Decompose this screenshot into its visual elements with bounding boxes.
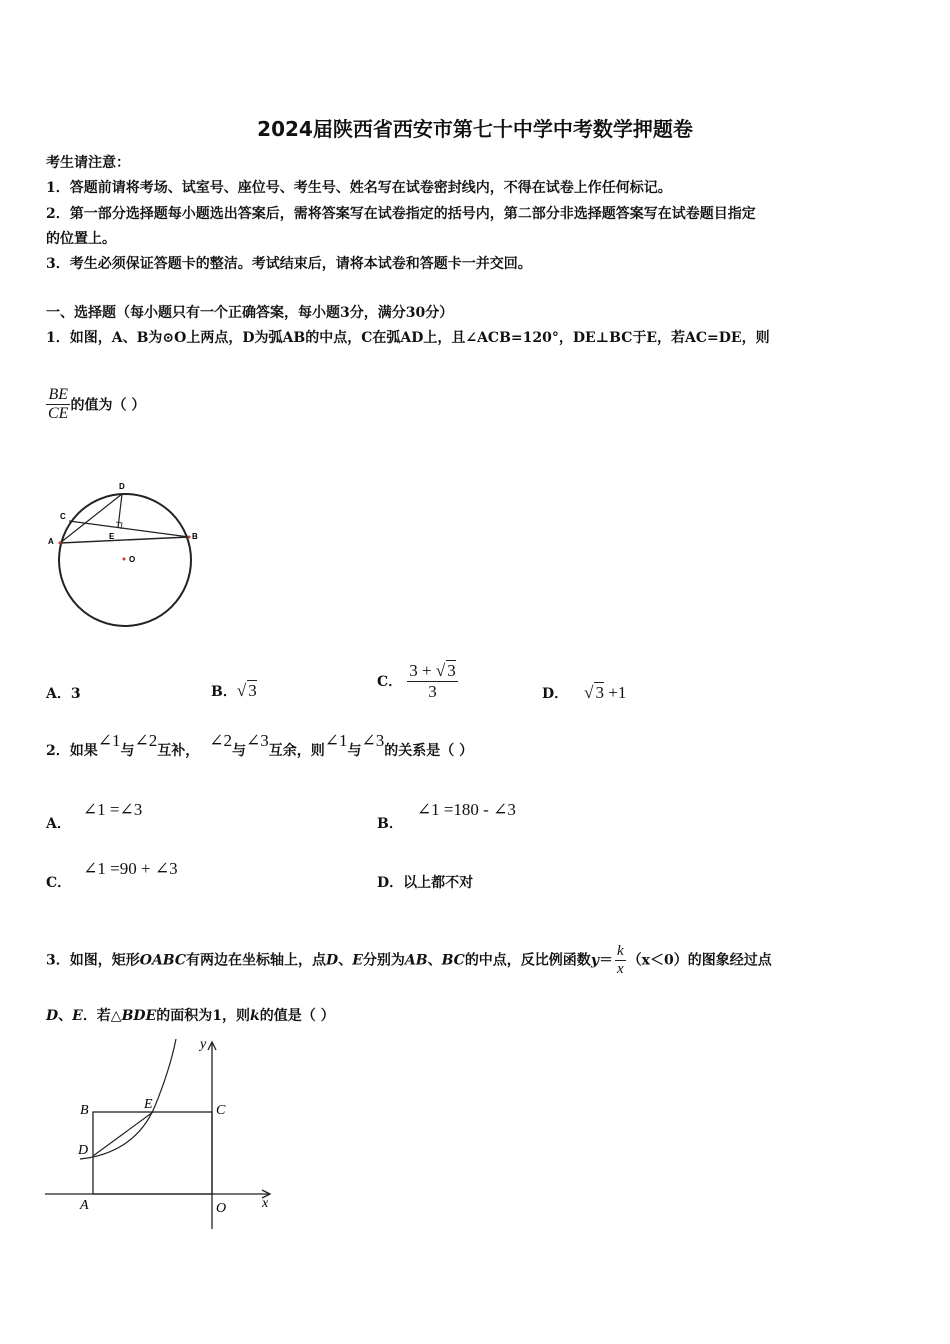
q3-eq: ＝	[598, 952, 613, 969]
q1-fraction-line	[46, 386, 145, 423]
label-d: D	[78, 1143, 89, 1158]
q3-line2-text: ．若△	[82, 1008, 122, 1024]
q3-bde: BDE	[121, 1008, 157, 1024]
q2-option-a-label: A．	[46, 816, 71, 832]
q1-option-c-label: C．	[377, 674, 403, 690]
q2-mid-3: 与	[232, 743, 246, 759]
q3-frac-k: k	[616, 943, 624, 959]
q3-p2: 有两边在坐标轴上，点	[186, 952, 327, 969]
label-e: E	[109, 532, 115, 541]
q3-p1: 3．如图，矩形	[46, 952, 140, 969]
rectangle-oabc	[93, 1112, 212, 1194]
q1-option-d-value: 3	[595, 683, 604, 702]
q1-option-b[interactable]: B．√ 3	[211, 681, 257, 700]
q1-text: 1．如图，A、B为⊙O上两点，D为弧AB的中点，C在弧AD上，且∠ACB=120°，DE⊥BC于E，若AC=DE，则	[46, 330, 770, 346]
label-c: C	[216, 1103, 226, 1118]
q3-oabc: OABC	[139, 952, 187, 969]
q1-option-c-num-b: 3	[447, 661, 456, 680]
q1-circle-figure	[40, 478, 220, 633]
q2-option-d-label: D．	[377, 875, 404, 891]
chord-ab	[60, 537, 189, 543]
q2-text	[46, 731, 474, 760]
q3-line2-k: k	[250, 1008, 260, 1024]
q3-frac-x: x	[616, 961, 624, 977]
q2-option-b-label: B．	[377, 816, 403, 832]
q3-line2-d: D	[46, 1008, 59, 1024]
q1-option-a[interactable]	[46, 683, 81, 703]
q1-option-d-label: D．	[542, 686, 569, 702]
q2-angle-2a: ∠2	[134, 731, 158, 750]
q2-prefix: 2．如果	[46, 743, 98, 759]
q3-text-line2	[46, 1005, 335, 1025]
q2-option-d[interactable]	[377, 872, 473, 892]
q3-p4: 分别为	[362, 952, 405, 969]
notice-item-2: 2．第一部分选择题每小题选出答案后，需将答案写在试卷指定的括号内，第二部分非选择题答案写在试卷题目指定	[46, 206, 756, 222]
q2-option-a[interactable]	[46, 800, 143, 832]
q2-option-b[interactable]	[377, 800, 516, 832]
q3-line2-sep: 、	[58, 1008, 73, 1024]
q1-option-a-label: A．	[46, 686, 71, 702]
q2-angle-3a: ∠3	[246, 731, 269, 750]
q1-option-c-den: 3	[428, 682, 437, 701]
q3-point-e: E	[352, 952, 363, 969]
label-x: x	[262, 1196, 269, 1211]
q2-angle-1b: ∠1	[324, 731, 348, 750]
q3-p5: 、	[427, 952, 442, 969]
q3-point-d: D	[326, 952, 339, 969]
q2-option-d-value: 以上都不对	[403, 875, 474, 891]
notice-item-1: 1．答题前请将考场、试室号、座位号、考生号、姓名写在试卷密封线内，不得在试卷上作任何标记。	[46, 180, 672, 196]
label-a: A	[80, 1198, 89, 1213]
point-b-dot	[188, 536, 191, 539]
q2-option-a-value: ∠1 =∠3	[82, 800, 143, 819]
q1-option-d-suffix: +1	[603, 683, 627, 702]
segment-cb	[69, 521, 189, 537]
q3-coordinate-figure	[40, 1034, 280, 1234]
q1-option-c[interactable]: C． $\frac{3 + √ 3}{3}$	[377, 661, 456, 701]
q1-option-a-value: 3	[70, 686, 81, 702]
label-b: B	[80, 1103, 89, 1118]
page-title: 2024届陕西省西安市第七十中学中考数学押题卷	[257, 117, 693, 141]
notice-item-2-cont: 的位置上。	[46, 231, 116, 247]
q3-p3: 、	[338, 952, 353, 969]
q2-mid-2: 互补，	[157, 743, 200, 759]
q3-bc: BC	[441, 952, 465, 969]
q3-condition: （x＜0）的图象经过点	[627, 952, 772, 969]
q2-angle-3b: ∠3	[361, 731, 385, 750]
q3-text-line1	[46, 943, 772, 978]
q2-option-c-value: ∠1 =90 + ∠3	[83, 859, 178, 878]
center-point	[123, 558, 126, 561]
section-heading: 一、选择题（每小题只有一个正确答案，每小题3分，满分30分）	[46, 305, 454, 321]
label-b: B	[192, 532, 198, 541]
q2-angle-2b: ∠2	[209, 731, 232, 750]
q2-option-b-value: ∠1 =180 - ∠3	[416, 800, 516, 819]
label-e: E	[144, 1097, 153, 1112]
hyperbola-curve	[80, 1039, 176, 1159]
q3-p6: 的中点，反比例函数	[464, 952, 591, 969]
q2-suffix: 的关系是（ ）	[384, 743, 474, 759]
q1-option-d[interactable]: D． √ 3 +1	[542, 683, 627, 702]
point-a-dot	[59, 542, 62, 545]
q2-mid-5: 与	[347, 743, 362, 759]
q3-y: y	[590, 952, 599, 969]
q1-option-b-value: 3	[248, 681, 257, 700]
q2-angle-1a: ∠1	[97, 731, 121, 750]
q3-ab: AB	[404, 952, 428, 969]
segment-de	[93, 1112, 153, 1156]
label-d: D	[119, 482, 125, 491]
label-o: O	[216, 1201, 227, 1216]
q1-option-c-num-a: 3 +	[409, 661, 432, 680]
q2-option-c-label: C．	[46, 875, 72, 891]
q3-line2-text3: 的值是（ ）	[259, 1008, 335, 1024]
notice-heading: 考生请注意：	[46, 155, 130, 171]
notice-item-3: 3．考生必须保证答题卡的整洁。考试结束后，请将本试卷和答题卡一并交回。	[46, 256, 532, 272]
q2-mid-1: 与	[120, 743, 135, 759]
label-c: C	[60, 512, 66, 521]
label-a: A	[48, 537, 54, 546]
q1-frac-den: CE	[48, 405, 69, 422]
q1-frac-num: BE	[46, 386, 70, 405]
label-o: O	[129, 555, 136, 564]
q1-option-b-label: B．	[211, 684, 237, 700]
q1-suffix: 的值为（ ）	[70, 397, 146, 414]
label-y: y	[200, 1037, 207, 1052]
q2-option-c[interactable]	[46, 859, 178, 891]
q2-mid-4: 互余，则	[268, 743, 325, 759]
q3-line2-text2: 的面积为1，则	[156, 1008, 250, 1024]
q3-line2-e: E	[72, 1008, 83, 1024]
